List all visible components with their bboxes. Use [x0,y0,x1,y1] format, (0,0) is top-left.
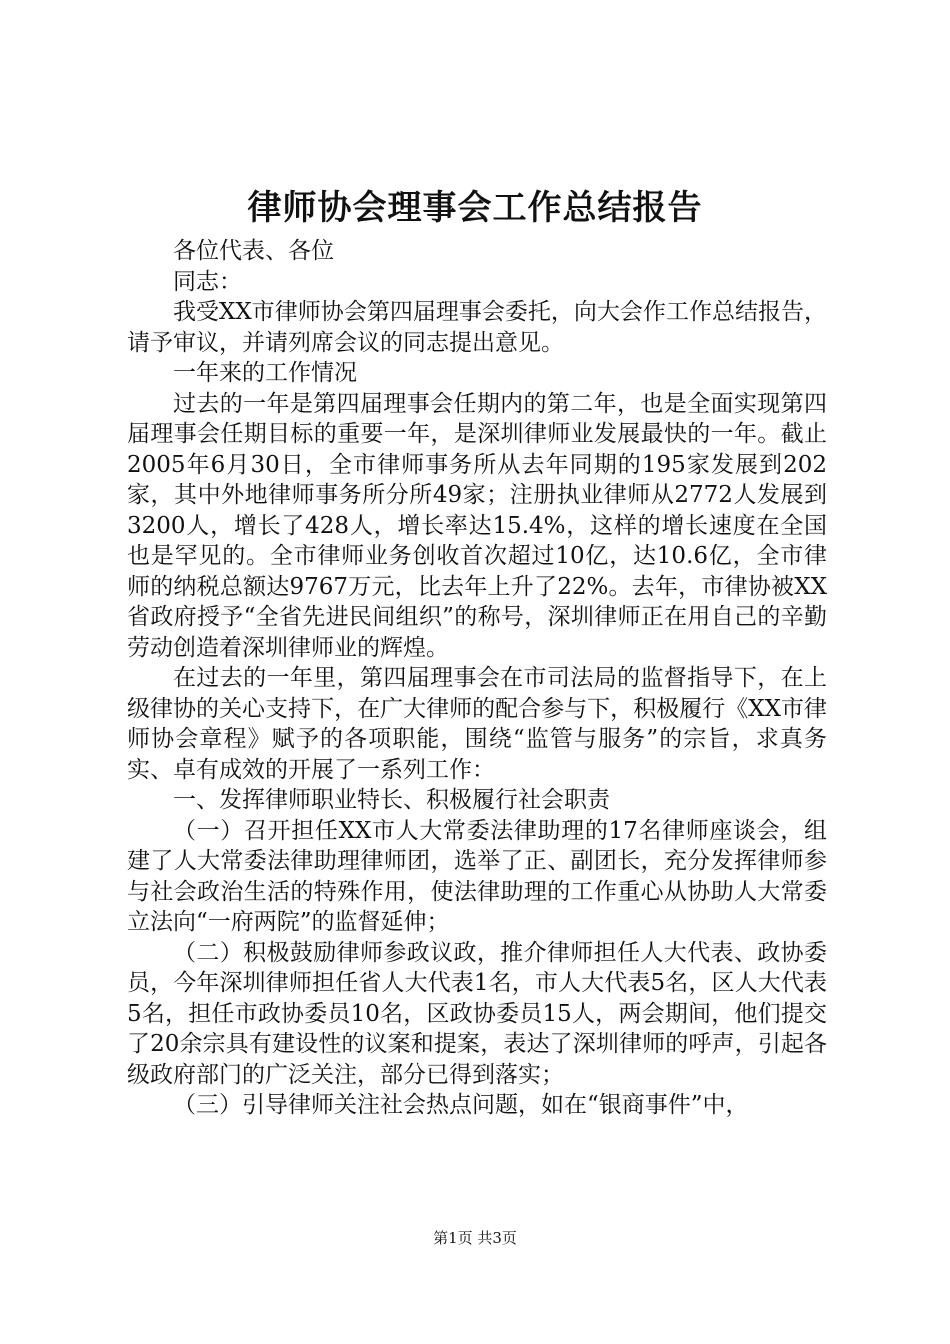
item-2-paragraph: （二）积极鼓励律师参政议政，推介律师担任人大代表、政协委员，今年深圳律师担任省人大代表1名，市人大代表5名，区人大代表5名，担任市政协委员10名，区政协委员15人，两会期间，他们提交了20余宗具有建设性的议案和提案，表达了深圳律师的呼声，引起各级政府部门的广泛关注，部分已得到落实； [127,939,827,1088]
section-heading-overview: 一年来的工作情况 [173,360,357,386]
item-1-paragraph: （一）召开担任XX市人大常委法律助理的17名律师座谈会，组建了人大常委法律助理律师团，选举了正、副团长，充分发挥律师参与社会政治生活的特殊作用，使法律助理的工作重心从协助人大常委立法向“一府两院”的监督延伸； [127,817,827,935]
section-heading-1: 一、发挥律师职业特长、积极履行社会职责 [173,787,610,813]
page-footer: 第1页 共3页 [433,1229,517,1247]
work-summary-paragraph: 在过去的一年里，第四届理事会在市司法局的监督指导下，在上级律协的关心支持下，在广大律师的配合参与下，积极履行《XX市律师协会章程》赋予的各项职能，围绕“监管与服务”的宗旨，求真务实、卓有成效的开展了一系列工作： [127,665,827,783]
salutation-line-2: 同志： [173,268,242,295]
document-title: 律师协会理事会工作总结报告 [247,188,703,228]
intro-paragraph: 我受XX市律师协会第四届理事会委托，向大会作工作总结报告，请予审议，并请列席会议的同志提出意见。 [127,299,827,356]
item-3-paragraph: （三）引导律师关注社会热点问题，如在“银商事件”中， [173,1092,749,1118]
overview-paragraph: 过去的一年是第四届理事会任期内的第二年，也是全面实现第四届理事会任期目标的重要一年，是深圳律师业发展最快的一年。截止2005年6月30日，全市律师事务所从去年同期的195家发展到202家，其中外地律师事务所分所49家；注册执业律师从2772人发展到3200人，增长了428人，增长率达15.4%，这样的增长速度在全国也是罕见的。全市律师业务创收首次超过10亿，达10.6亿，全市律师的纳税总额达9767万元，比去年上升了22%。去年，市律协被XX省政府授予“全省先进民间组织”的称号，深圳律师正在用自己的辛勤劳动创造着深圳律师业的辉煌。 [127,390,827,661]
salutation-line-1: 各位代表、各位 [173,238,334,264]
document-body [127,236,827,1121]
